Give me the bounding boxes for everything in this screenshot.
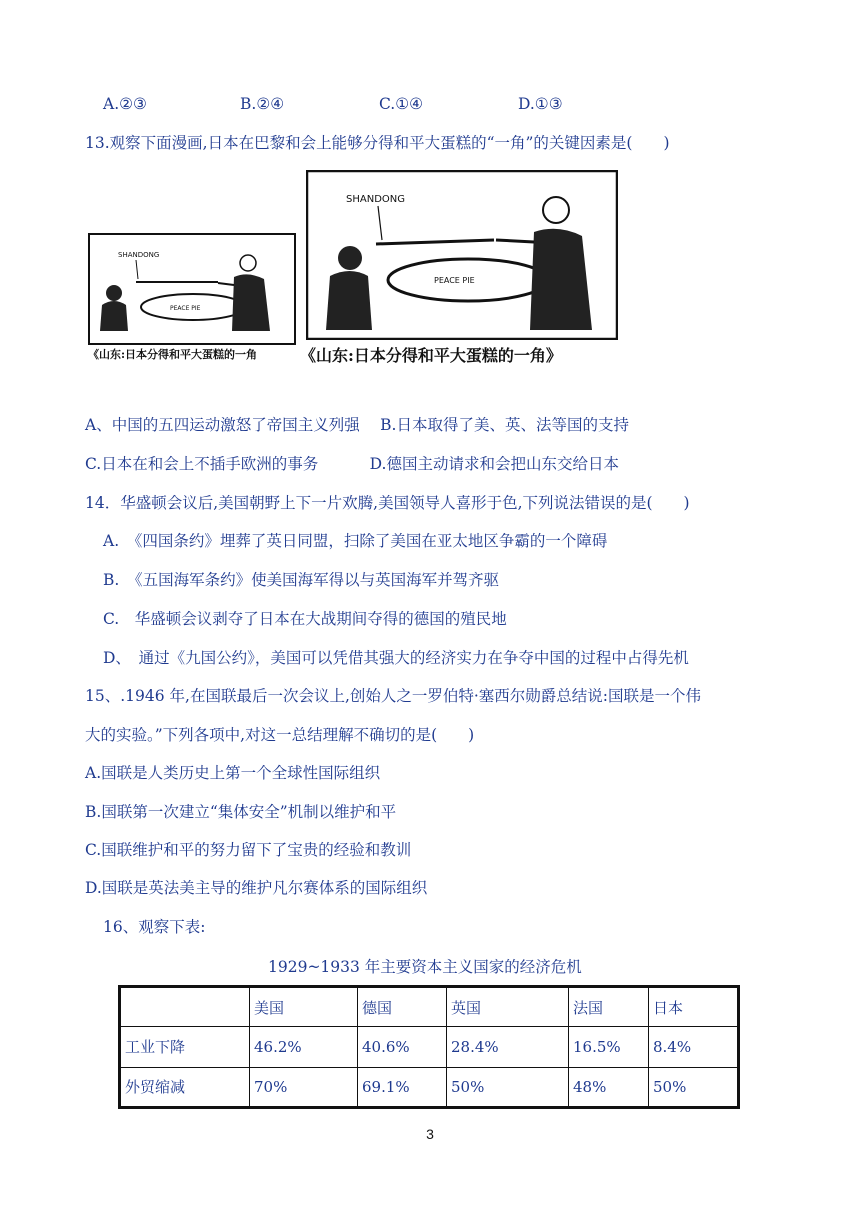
table-cell: 外贸缩减 — [120, 1067, 250, 1107]
q12-options-row — [103, 94, 563, 114]
cartoon-large-pie-label: PEACE PIE — [434, 276, 475, 285]
cartoon-large-drawing — [306, 170, 618, 340]
q12-option-b: B.②④ — [240, 95, 285, 113]
q13-stem: 13.观察下面漫画,日本在巴黎和会上能够分得和平大蛋糕的“一角”的关键因素是( ) — [85, 134, 670, 152]
q12-option-d: D.①③ — [518, 95, 563, 113]
table-row — [120, 1067, 739, 1107]
q15-option-c: C.国联维护和平的努力留下了宝贵的经验和教训 — [85, 841, 412, 859]
q14-option-a: A. 《四国条约》埋葬了英日同盟，扫除了美国在亚太地区争霸的一个障碍 — [103, 532, 608, 550]
q12-option-a: A.②③ — [103, 95, 147, 113]
q14-option-b: B. 《五国海军条约》使美国海军得以与英国海军并驾齐驱 — [103, 571, 500, 589]
table-header-cell: 法国 — [569, 987, 649, 1027]
q15-option-d: D.国联是英法美主导的维护凡尔赛体系的国际组织 — [85, 879, 428, 897]
table-header-cell: 德国 — [358, 987, 447, 1027]
table-cell: 40.6% — [358, 1027, 447, 1067]
table-header-cell: 美国 — [250, 987, 358, 1027]
table-cell: 48% — [569, 1067, 649, 1107]
q13-options-ab: A、中国的五四运动激怒了帝国主义列强 B.日本取得了美、英、法等国的支持 — [85, 416, 629, 434]
q15-option-a: A.国联是人类历史上第一个全球性国际组织 — [85, 764, 381, 782]
table-header-cell — [120, 987, 250, 1027]
table-cell: 16.5% — [569, 1027, 649, 1067]
q15-stem-line2: 大的实验。”下列各项中,对这一总结理解不确切的是( ) — [85, 726, 475, 744]
cartoon-small-drawing — [88, 233, 296, 345]
table-cell: 70% — [250, 1067, 358, 1107]
page-number: 3 — [426, 1126, 434, 1142]
table-cell: 69.1% — [358, 1067, 447, 1107]
table-cell: 46.2% — [250, 1027, 358, 1067]
q13-options-cd: C.日本在和会上不插手欧洲的事务 D.德国主动请求和会把山东交给日本 — [85, 455, 619, 473]
cartoon-large-shandong-label: SHANDONG — [346, 194, 405, 205]
table-row — [120, 1027, 739, 1067]
table-cell: 50% — [649, 1067, 739, 1107]
table-header-cell: 英国 — [447, 987, 569, 1027]
table-header-row — [120, 987, 739, 1027]
q14-option-d: D、 通过《九国公约》，美国可以凭借其强大的经济实力在争夺中国的过程中占得先机 — [103, 649, 689, 667]
cartoon-large — [306, 170, 618, 340]
cartoon-small-caption: 《山东:日本分得和平大蛋糕的一角 — [88, 348, 258, 361]
crisis-table — [118, 985, 740, 1109]
q15-option-b: B.国联第一次建立“集体安全”机制以维护和平 — [85, 803, 397, 821]
q14-option-c: C. 华盛顿会议剥夺了日本在大战期间夺得的德国的殖民地 — [103, 610, 507, 628]
table-cell: 28.4% — [447, 1027, 569, 1067]
cartoon-large-caption: 《山东:日本分得和平大蛋糕的一角》 — [300, 346, 562, 365]
cartoon-small — [88, 233, 296, 345]
cartoon-small-pie-label: PEACE PIE — [170, 305, 201, 312]
table-cell: 工业下降 — [120, 1027, 250, 1067]
table-cell: 8.4% — [649, 1027, 739, 1067]
q14-stem: 14．华盛顿会议后,美国朝野上下一片欢腾,美国领导人喜形于色,下列说法错误的是( ) — [85, 494, 690, 512]
table-header-cell: 日本 — [649, 987, 739, 1027]
table-title: 1929~1933 年主要资本主义国家的经济危机 — [268, 958, 582, 976]
q16-stem: 16、观察下表: — [103, 918, 206, 936]
table-cell: 50% — [447, 1067, 569, 1107]
q12-option-c: C.①④ — [379, 95, 424, 113]
cartoon-small-shandong-label: SHANDONG — [118, 251, 160, 259]
q15-stem-line1: 15、.1946 年,在国联最后一次会议上,创始人之一罗伯特·塞西尔勋爵总结说:国联是一个伟 — [85, 687, 702, 705]
